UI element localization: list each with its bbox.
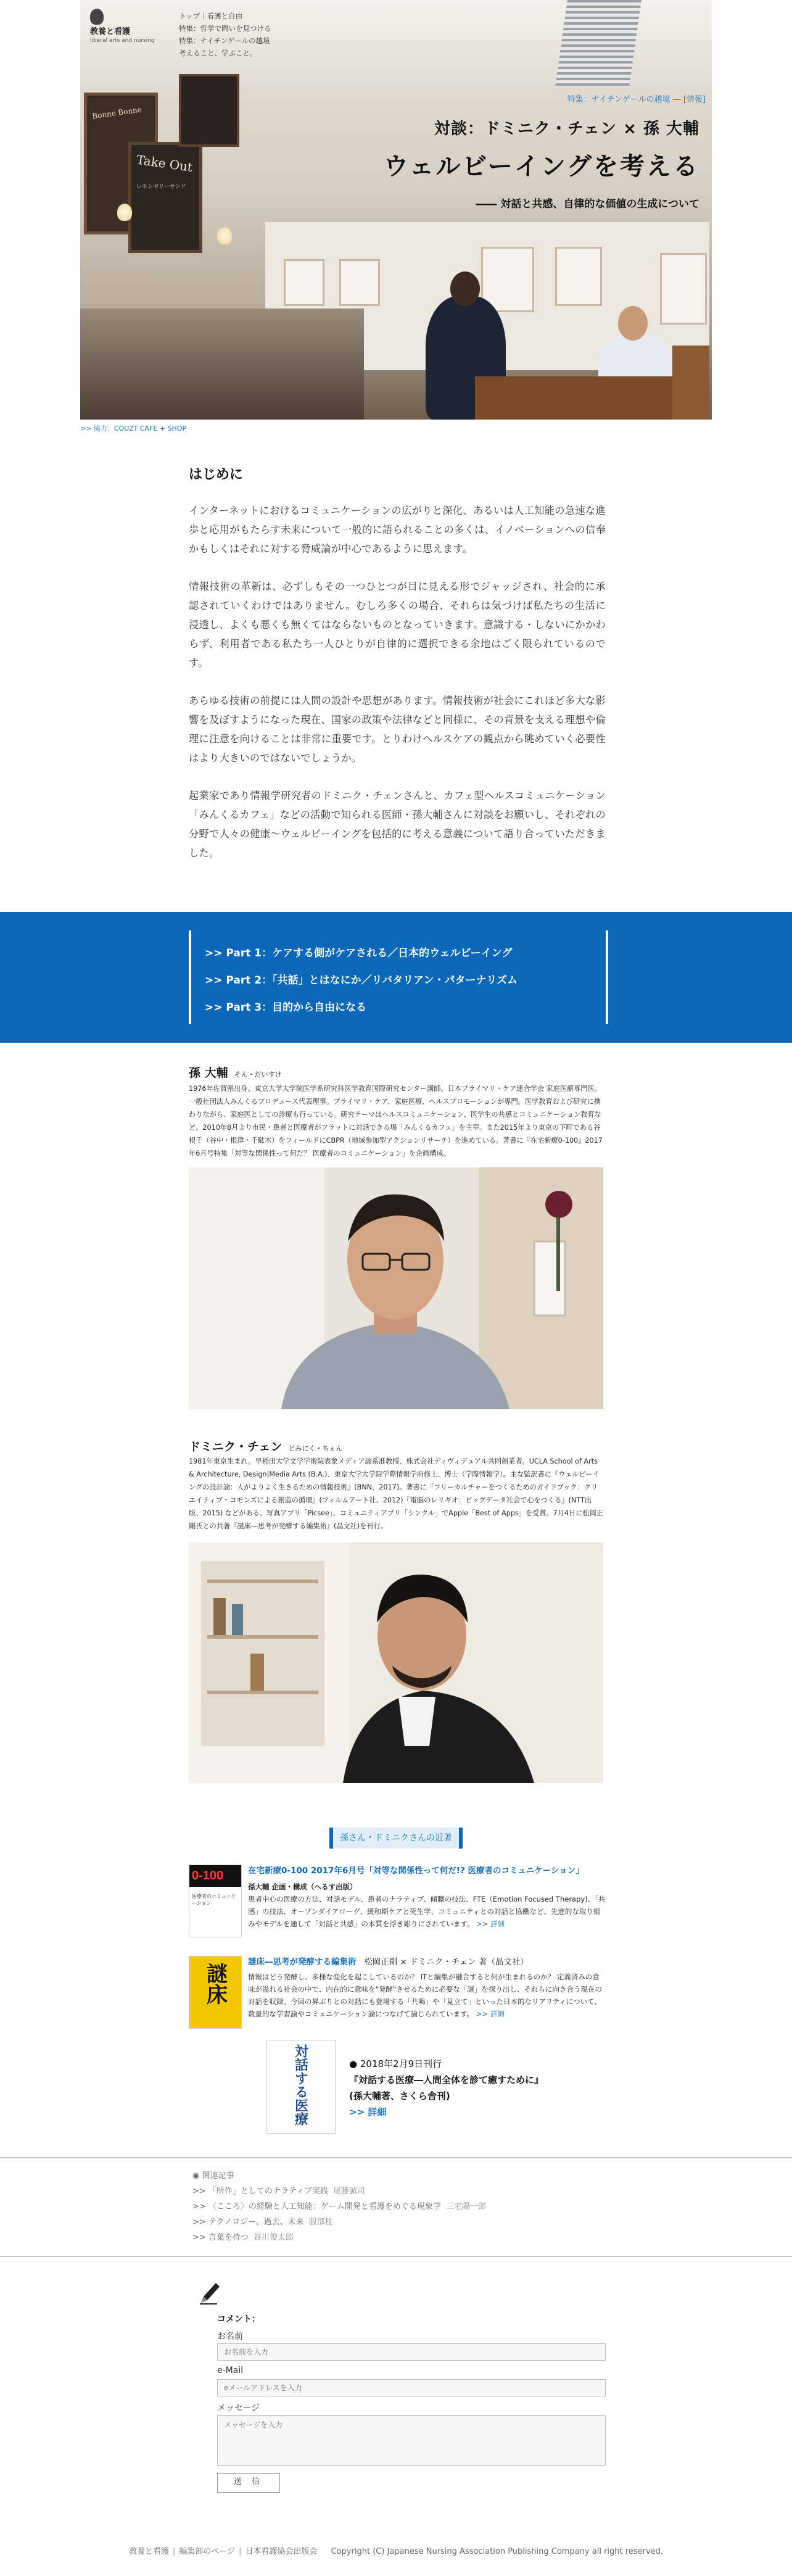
book-title-link[interactable]: 在宅新療0-100 2017年6月号「対等な関係性って何だ!? 医療者のコミュニケーション」	[248, 1866, 584, 1876]
message-textarea[interactable]	[217, 2415, 606, 2466]
pen-icon	[199, 2279, 221, 2305]
related-link[interactable]: >> 「所作」としてのナラティブ実践	[192, 2187, 328, 2196]
book-more-link[interactable]: >> 詳細	[476, 2010, 505, 2018]
profile-name: ドミニク・チェン	[189, 1440, 283, 1454]
part-2-title: 「共話」とはなにか／リバタリアン・パターナリズム	[272, 974, 518, 987]
portrait-chen	[189, 1543, 603, 1783]
recent-books-label: 孫さん・ドミニクさんの近著	[329, 1828, 463, 1849]
wall-board	[179, 74, 239, 147]
pendant-lamp	[217, 227, 232, 244]
breadcrumb-item[interactable]: 特集：ナイチンゲールの越境	[179, 36, 270, 46]
book-title-suffix: 松岡正剛 × ドミニク・チェン 著（晶文社）	[364, 1957, 529, 1967]
profile-photo-son	[189, 1167, 603, 1409]
profile-ruby: そん・だいすけ	[234, 1071, 282, 1079]
book-cover-0-100[interactable]	[189, 1865, 242, 1937]
footer-link[interactable]: 日本看護協会出版会	[245, 2547, 318, 2556]
footer-separator: |	[173, 2547, 176, 2556]
copyright: Copyright (C) Japanese Nursing Association Publishing Company all right reserved.	[331, 2547, 663, 2556]
book-date: ● 2018年2月9日刊行	[349, 2058, 442, 2069]
related-item	[192, 2214, 486, 2230]
pendant-lamp	[117, 204, 132, 221]
wall-picture	[339, 259, 380, 306]
email-input[interactable]	[217, 2379, 606, 2396]
divider	[0, 2157, 792, 2158]
part-2-link[interactable]	[205, 971, 518, 987]
parts-nav	[0, 912, 792, 1043]
footer-link[interactable]: 教養と看護	[129, 2547, 170, 2556]
ceiling-vent	[555, 0, 641, 86]
related-author: 谷川俊太郎	[253, 2233, 294, 2242]
book-cover-taiwa[interactable]	[266, 2040, 336, 2134]
book-title-link[interactable]: 『対話する医療―人間全体を診て癒すために』	[349, 2074, 544, 2085]
book-cover-nazodoko[interactable]	[189, 1956, 242, 2029]
site-name: 教養と看護	[90, 27, 131, 36]
footer	[0, 2545, 792, 2556]
part-3-tag: >> Part 3：	[205, 1001, 273, 1014]
person-left-head	[450, 271, 480, 306]
related-author: 三宅陽一郎	[445, 2202, 486, 2211]
book-desc-head: 孫大輔 企画・構成（へるす出版）	[248, 1882, 357, 1891]
book-cover-caption: 医療者のコミュニケーション	[192, 1894, 236, 1906]
site-logo[interactable]	[90, 9, 158, 44]
article-subtitle: ―― 対話と共感、自律的な価値の生成について	[476, 198, 699, 210]
takeout-board	[128, 142, 202, 253]
intro-paragraph: あらゆる技術の前提には人間の設計や思想があります。情報技術が社会にこれほど多大な影響を及ぼすようになった現在、国家の政策や法律などと同様に、その背景を支える理想や倫理に注意を向けることは非常に重要です。とりわけヘルスケアの観点から眺めていく必要性はより大きいのではないでしょうか。	[189, 695, 606, 764]
book-publisher: (孫大輔著、さくら舎刊)	[349, 2090, 450, 2102]
email-label: e-Mail	[217, 2366, 244, 2375]
name-input[interactable]	[217, 2343, 606, 2361]
part-1-title: ケアする側がケアされる／日本的ウェルビーイング	[272, 947, 513, 959]
book-more-link[interactable]: >> 詳細	[476, 1920, 505, 1928]
related-link[interactable]: >> 言葉を持つ	[192, 2233, 249, 2242]
intro-paragraph: 起業家であり情報学研究者のドミニク・チェンさんと、カフェ型ヘルスコミュニケーション「みんくるカフェ」などの活動で知られる医師・孫大輔さんに対談をお願いし、それぞれの分野で人々の健康〜ウェルビーイングを包括的に考える意義について語り合っていただきました。	[189, 790, 606, 859]
part-3-link[interactable]	[205, 998, 366, 1014]
profile-bio-son: 1976年佐賀県出身。東京大学大学院医学系研究科医学教育国際研究センター講師。日本プライマリ・ケア連合学会 家庭医療専門医。一般社団法人みんくるプロデュース代表理事。プライマリ・ケア、家庭医療、ヘルスプロモーションが専門。医学教育および研究に携わりながら、家庭医としての診療も行っている。研究テーマはヘルスコミュニケーション、医学生の共感とコミュニケーション教育など。2010年8月より市民・患者と医療者がフラットに対話できる場「みんくるカフェ」を主宰。また2015年より東京の下町である谷根千（谷中・根津・千駄木）をフィールドにCBPR（地域参加型アクションリサーチ）を進めている。著書に『在宅新療0-100』2017年6月号特集「対等な関係性って何だ？ 医療者のコミュニケーション」を企画構成。	[189, 1085, 603, 1158]
part-3-title: 目的から自由になる	[272, 1001, 367, 1014]
related-item	[192, 2230, 486, 2245]
part-2-tag: >> Part 2：	[205, 974, 273, 987]
article-pretitle: 対談：ドミニク・チェン × 孫 大輔	[434, 120, 699, 138]
site-name-sub: liberal arts and nursing	[90, 37, 155, 44]
wall-picture	[555, 247, 602, 306]
footer-link[interactable]: 編集部のページ	[179, 2547, 236, 2556]
intro-paragraph: 情報技術の革新は、必ずしもその一つひとつが目に見える形でジャッジされ、社会的に承認されていくわけではありません。むしろ多くの場合、それらは気づけば私たちの生活に浸透し、よくも悪くも無くてはならないものとなっていきます。意識する・しないにかかわらず、利用者である私たち一人ひとりが自律的に選択できる余地はごく限られているのです。	[189, 581, 606, 669]
book-more-link[interactable]: >> 詳細	[349, 2106, 387, 2118]
related-link[interactable]: >> テクノロジー、過去、未来	[192, 2218, 304, 2227]
book-title-row	[248, 1956, 606, 1968]
profile-name: 孫 大輔	[189, 1066, 228, 1080]
part-1-tag: >> Part 1：	[205, 947, 273, 959]
owl-icon	[90, 9, 104, 25]
related-author: 服部桂	[308, 2218, 333, 2227]
menu-board-text: Bonne Bonne	[91, 105, 142, 121]
photo-credit-link[interactable]: >> 協力：COUZT CAFE + SHOP	[80, 425, 187, 433]
profile-bio-chen: 1981年東京生まれ。早稲田大学文学学術院表象メディア論系准教授、株式会社ディヴィデュアル共同創業者。UCLA School of Arts & Architecture, Design|Media Arts (B.A.)、東京大学大学院学際情報学府修士、博士（学際情報学）。主な監訳書に『ウェルビーイングの設計論：人がよりよく生きるための情報技術』(BNN、2017)。著書に『フリーカルチャーをつくるためのガイドブック：クリエイティブ・コモンズによる創造の循環』(フィルムアート社、2012)『電脳のレリギオ：ビッグデータ社会で心をつくる』(NTT出版、2015) などがある。写真アプリ「Picsee」、コミュニティアプリ「シンクル」でApple「Best of Apps」を受賞。7月4日に松岡正剛氏との共著『謎床―思考が発酵する編集術』(晶文社)を刊行。	[189, 1457, 603, 1530]
related-item	[192, 2184, 486, 2199]
portrait-son	[189, 1167, 603, 1409]
related-articles	[192, 2168, 486, 2245]
related-item	[192, 2199, 486, 2214]
article-title: ウェルビーイングを考える	[384, 152, 699, 181]
intro-paragraph: インターネットにおけるコミュニケーションの広がりと深化、あるいは人工知能の急速な進歩と応用がもたらす未来について一般的に語られることの多くは、イノベーションへの信奉かもしくはそれに対する脅威論が中心であるように思えます。	[189, 505, 606, 555]
part-1-link[interactable]	[205, 944, 512, 959]
related-author: 尾藤誠司	[332, 2187, 365, 2196]
name-label: お名前	[217, 2332, 243, 2342]
comment-form-title: コメント：	[217, 2314, 260, 2324]
cafe-table	[475, 376, 697, 420]
footer-separator: |	[239, 2547, 242, 2556]
intro-heading: はじめに	[189, 467, 244, 482]
parts-box	[189, 930, 608, 1024]
intro-body	[189, 501, 606, 881]
book-3-info	[349, 2056, 596, 2120]
book-description	[248, 1881, 606, 1930]
submit-button[interactable]: 送 信	[217, 2473, 280, 2493]
book-cover-title: 0-100	[189, 1865, 241, 1887]
person-right-head	[618, 306, 648, 341]
breadcrumb-item[interactable]: 特集：哲学で問いを見つける	[179, 24, 271, 33]
cafe-counter	[80, 309, 364, 420]
profile-photo-chen	[189, 1543, 603, 1783]
book-desc-text: 情報はどう発酵し、多様な変化を起こしているのか？ ITと編集が融合すると何が生まれるのか？ 定義済みの意味が溢れる社会の中で、内在的に意味を"発酵"させるために必要な「謎」を探り出し、それらに向き合う現在の対話を収録。今回の昇ぶりとの対話にも登場する「共鳴」や「見立て」といった日本的なリアリティについて、数量的な学習論やコミュニケーション論につなげて論じられています。	[248, 1973, 602, 2018]
book-cover-title: 対話する医療	[292, 2044, 309, 2126]
book-cover-title: 謎床	[202, 1963, 228, 2005]
wall-picture	[660, 253, 707, 325]
takeout-board-subtext: レモンゼリーサンド	[136, 184, 186, 190]
profile-name-son	[189, 1064, 282, 1080]
breadcrumb-item[interactable]: トップ｜看護と自由	[179, 12, 243, 20]
breadcrumb-item[interactable]: 考えること、学ぶこと。	[179, 49, 257, 58]
book-description	[248, 1971, 606, 2020]
chair	[672, 346, 709, 420]
related-link[interactable]: >> 〈こころ〉の経験と人工知能：ゲーム開発と看護をめぐる現象学	[192, 2202, 441, 2211]
book-desc-text: 患者中心の医療の方法、対話モデル、患者のナラティブ、傾聴の技法、FTE（Emotion Focused Therapy)、「共感」の技法、オープンダイアローグ、緩和期ケアと死生学、コミュニティとの対話と協働など、先進的な取り組みやモデルを通して「対話と共感」の本質を浮き彫りにされています。	[248, 1895, 606, 1928]
divider	[0, 2256, 792, 2257]
breadcrumb	[179, 10, 271, 60]
profile-name-chen	[189, 1438, 342, 1454]
book-title-link[interactable]: 謎床―思考が発酵する編集術	[248, 1957, 357, 1967]
series-label[interactable]: 特集：ナイチンゲールの越境 ― [情報]	[567, 95, 706, 104]
message-label: メッセージ	[217, 2403, 260, 2413]
takeout-board-text: Take Out	[135, 152, 194, 175]
wall-picture	[284, 259, 324, 306]
related-heading: ◉ 関連記事	[192, 2171, 234, 2180]
profile-ruby: どみにく・ちぇん	[288, 1444, 343, 1452]
